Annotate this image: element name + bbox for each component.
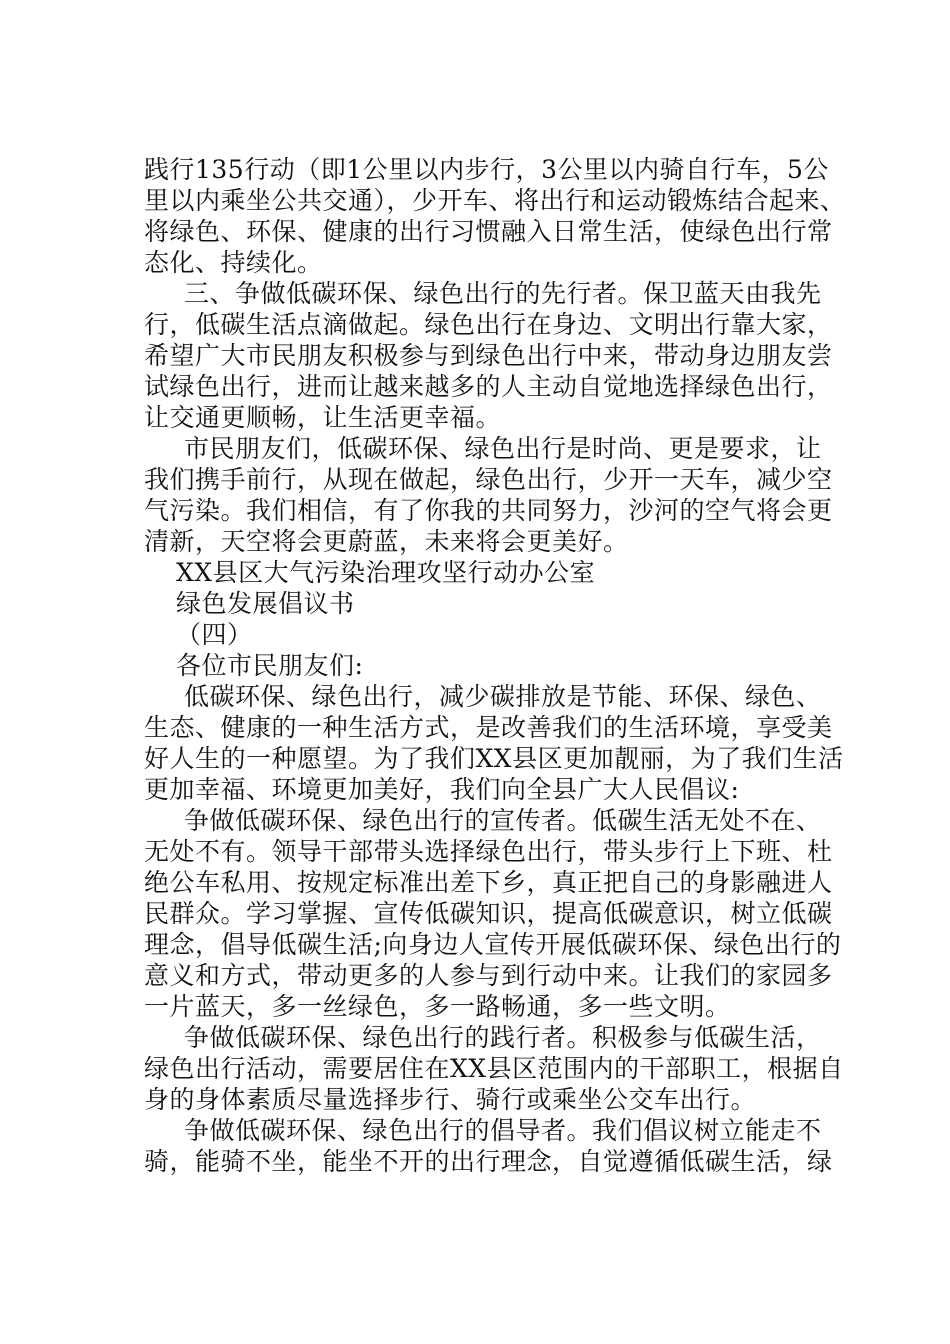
text-line: 市民朋友们，低碳环保、绿色出行是时尚、更是要求，让 xyxy=(184,434,822,463)
text-line: 希望广大市民朋友积极参与到绿色出行中来，带动身边朋友尝 xyxy=(144,341,833,370)
text-line: 行，低碳生活点滴做起。绿色出行在身边、文明出行靠大家， xyxy=(144,310,833,339)
text-line: 无处不有。领导干部带头选择绿色出行，带头步行上下班、杜 xyxy=(144,837,833,866)
text-line: 身的身体素质尽量选择步行、骑行或乘坐公交车出行。 xyxy=(144,1085,757,1114)
text-line: 民群众。学习掌握、宣传低碳知识，提高低碳意识，树立低碳 xyxy=(144,899,833,928)
text-line: 生态、健康的一种生活方式，是改善我们的生活环境，享受美 xyxy=(144,713,833,742)
text-line: 绝公车私用、按规定标准出差下乡，真正把自己的身影融进人 xyxy=(144,868,833,897)
document-body xyxy=(144,154,844,1177)
text-line: 理念，倡导低碳生活;向身边人宣传开展低碳环保、绿色出行的 xyxy=(144,930,842,959)
text-line: 骑，能骑不坐，能坐不开的出行理念，自觉遵循低碳生活，绿 xyxy=(144,1147,833,1176)
text-line: 低碳环保、绿色出行，减少碳排放是节能、环保、绿色、 xyxy=(184,682,822,711)
text-line: 绿色出行活动，需要居住在XX县区范围内的干部职工，根据自 xyxy=(144,1054,844,1083)
text-line: 争做低碳环保、绿色出行的践行者。积极参与低碳生活， xyxy=(184,1023,822,1052)
text-line: 意义和方式，带动更多的人参与到行动中来。让我们的家园多 xyxy=(144,961,833,990)
signature-line: XX县区大气污染治理攻坚行动办公室 xyxy=(176,558,596,587)
text-line: 我们携手前行，从现在做起，绿色出行，少开一天车，减少空 xyxy=(144,465,833,494)
text-line: 三、争做低碳环保、绿色出行的先行者。保卫蓝天由我先 xyxy=(184,279,822,308)
salutation: 各位市民朋友们: xyxy=(176,651,364,680)
text-line: 好人生的一种愿望。为了我们XX县区更加靓丽，为了我们生活 xyxy=(144,744,844,773)
text-line: 清新，天空将会更蔚蓝，未来将会更美好。 xyxy=(144,527,629,556)
text-line: 里以内乘坐公共交通），少开车、将出行和运动锻炼结合起来、 xyxy=(144,186,846,215)
text-line: 态化、持续化。 xyxy=(144,248,323,277)
section-number: （四） xyxy=(176,620,253,649)
text-line: 践行135行动（即1公里以内步行，3公里以内骑自行车，5公 xyxy=(144,155,829,184)
text-line: 争做低碳环保、绿色出行的宣传者。低碳生活无处不在、 xyxy=(184,806,822,835)
text-line: 将绿色、环保、健康的出行习惯融入日常生活，使绿色出行常 xyxy=(144,217,833,246)
text-line: 气污染。我们相信，有了你我的共同努力，沙河的空气将会更 xyxy=(144,496,833,525)
text-line: 让交通更顺畅，让生活更幸福。 xyxy=(144,403,502,432)
text-line: 争做低碳环保、绿色出行的倡导者。我们倡议树立能走不 xyxy=(184,1116,822,1145)
text-line: 更加幸福、环境更加美好，我们向全县广大人民倡议: xyxy=(144,775,740,804)
document-title: 绿色发展倡议书 xyxy=(176,589,355,618)
text-line: 一片蓝天，多一丝绿色，多一路畅通，多一些文明。 xyxy=(144,992,731,1021)
text-line: 试绿色出行，进而让越来越多的人主动自觉地选择绿色出行， xyxy=(144,372,833,401)
